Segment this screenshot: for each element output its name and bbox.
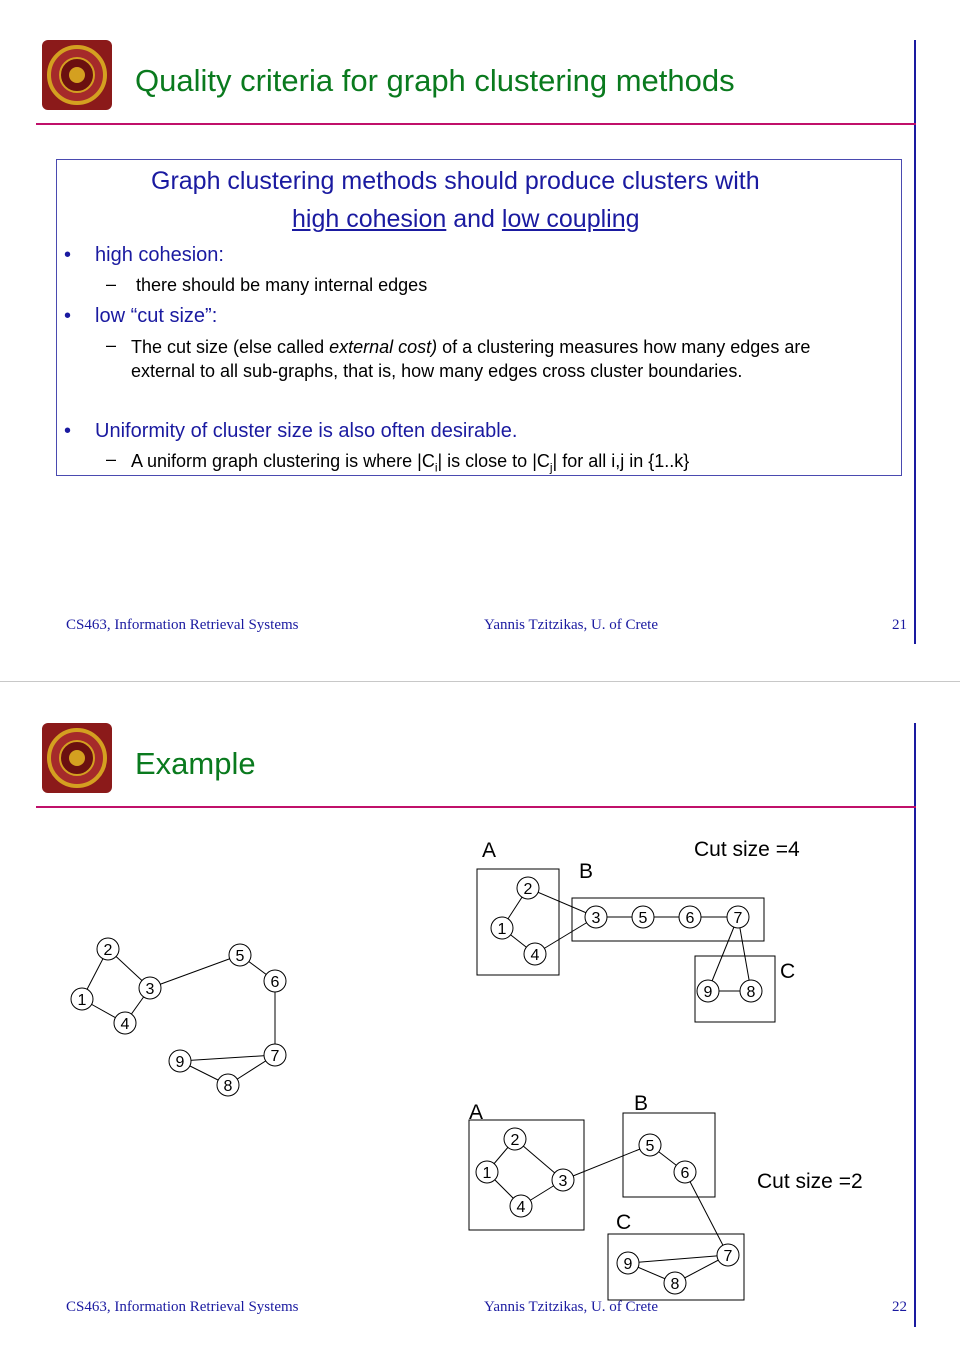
sub-cut-size-line-2: external to all sub-graphs, that is, how many edges cross cluster boundaries. [131, 361, 743, 381]
graph-node-top [524, 943, 546, 965]
node-label: 5 [638, 910, 648, 927]
graph-node-top [491, 917, 513, 939]
node-label: 4 [120, 1016, 130, 1033]
node-label: 8 [746, 984, 756, 1001]
node-label: 5 [645, 1138, 655, 1155]
sub-internal-edges: there should be many internal edges [136, 275, 428, 295]
graph-node-bottom [552, 1169, 574, 1191]
bullet-glyph: • [64, 305, 72, 327]
bullet-glyph: • [64, 244, 72, 266]
low-text: low “ [95, 305, 138, 327]
graph-node-top [517, 877, 539, 899]
title-divider [36, 123, 916, 125]
graph-node-bottom [717, 1244, 739, 1266]
desirable-text: is also often desirable. [312, 420, 518, 442]
footer-course: CS463, Information Retrieval Systems [66, 617, 299, 633]
node-label: 9 [703, 984, 713, 1001]
cut-size-bottom-label: Cut size =2 [757, 1170, 863, 1193]
external-cost-text: external cost) [329, 337, 438, 357]
uniform-def-a: A uniform graph clustering is where |C [131, 451, 435, 471]
bullet-uniformity [95, 420, 517, 443]
footer-author: Yannis Tzitzikas, U. of Crete [484, 617, 659, 633]
right-border-line [914, 40, 916, 644]
graph-node-original [229, 944, 251, 966]
dash-glyph: – [106, 335, 117, 355]
graph-node-original [217, 1074, 239, 1096]
graph-node-top [585, 906, 607, 928]
node-label: 5 [235, 948, 245, 965]
bullet-low-cut-size [95, 305, 217, 328]
slide-21 [0, 0, 960, 680]
uniform-def-b: | is close to |C [437, 451, 550, 471]
graph-node-original [71, 988, 93, 1010]
node-label: 8 [670, 1276, 680, 1293]
node-label: 7 [733, 910, 743, 927]
graph-node-original [114, 1012, 136, 1034]
slide-title: Example [135, 746, 256, 781]
node-label: 8 [223, 1078, 233, 1095]
graph-node-bottom [504, 1128, 526, 1150]
graph-node-top [679, 906, 701, 928]
node-label: 4 [516, 1199, 526, 1216]
node-label: 2 [103, 942, 113, 959]
cut-size-def-b: of a clustering measures how many edges are [437, 337, 811, 357]
node-label: 9 [623, 1256, 633, 1273]
cluster-label-B-bottom: B [634, 1092, 649, 1115]
graph-node-top [727, 906, 749, 928]
cluster-label-C-bottom: C [616, 1211, 632, 1234]
node-label: 1 [482, 1165, 492, 1182]
graph-node-bottom [617, 1252, 639, 1274]
graph-node-bottom [476, 1161, 498, 1183]
high-cohesion-text: high cohesion [292, 205, 447, 233]
node-label: 9 [175, 1054, 185, 1071]
subscript-j: j [549, 460, 553, 475]
uniformity-text: Uniformity of cluster size [95, 420, 313, 442]
graph-node-top [632, 906, 654, 928]
cluster-box-B-bottom [623, 1113, 715, 1197]
graph-node-original [169, 1050, 191, 1072]
slide-separator [0, 681, 960, 682]
university-seal-logo [42, 40, 112, 110]
uniform-def-c: | for all i,j in {1..k} [552, 451, 690, 471]
and-text: and [453, 205, 495, 233]
low-coupling-text: low coupling [501, 205, 640, 233]
node-label: 6 [680, 1165, 690, 1182]
dash-glyph: – [106, 274, 117, 294]
node-label: 6 [270, 974, 280, 991]
graph-node-bottom [674, 1161, 696, 1183]
lead-line-1: Graph clustering methods should produce clusters with [151, 167, 760, 195]
cut-size-top-label: Cut size =4 [694, 838, 800, 861]
graph-node-bottom [639, 1134, 661, 1156]
node-label: 4 [530, 947, 540, 964]
footer-author: Yannis Tzitzikas, U. of Crete [484, 1299, 659, 1315]
node-label: 3 [591, 910, 601, 927]
cut-size-text: cut size [137, 305, 206, 327]
footer-course: CS463, Information Retrieval Systems [66, 1299, 299, 1315]
node-label: 3 [558, 1173, 568, 1190]
cut-size-def-a: The cut size (else called [131, 337, 330, 357]
node-label: 1 [77, 992, 87, 1009]
node-label: 2 [510, 1132, 520, 1149]
lead-line-2 [292, 205, 640, 234]
page-number: 22 [892, 1299, 907, 1315]
node-label: 2 [523, 881, 533, 898]
cluster-label-B-top: B [579, 860, 594, 883]
cluster-label-A-top: A [482, 839, 497, 862]
cluster-label-C-top: C [780, 960, 796, 983]
node-label: 1 [497, 921, 507, 938]
node-label: 6 [685, 910, 695, 927]
sub-uniform-clustering [131, 451, 689, 475]
graph-node-original [264, 1044, 286, 1066]
node-label: 7 [270, 1048, 280, 1065]
graph-node-bottom [510, 1195, 532, 1217]
graph-node-original [264, 970, 286, 992]
slide-22 [0, 683, 960, 1367]
subscript-i: i [434, 460, 438, 475]
graph-diagrams [0, 683, 960, 1367]
graph-node-bottom [664, 1272, 686, 1294]
sub-cut-size-line-1 [131, 337, 810, 358]
quote-close-text: ”: [205, 305, 218, 327]
graph-node-original [97, 938, 119, 960]
bullet-high-cohesion: high cohesion: [95, 244, 224, 266]
bullet-glyph: • [64, 420, 72, 442]
slide-title: Quality criteria for graph clustering methods [135, 63, 735, 98]
page-number: 21 [892, 617, 907, 633]
graph-node-original [139, 977, 161, 999]
dash-glyph: – [106, 449, 117, 469]
graph-node-top [697, 980, 719, 1002]
node-label: 3 [145, 981, 155, 998]
cluster-label-A-bottom: A [469, 1101, 484, 1124]
graph-node-top [740, 980, 762, 1002]
node-label: 7 [723, 1248, 733, 1265]
